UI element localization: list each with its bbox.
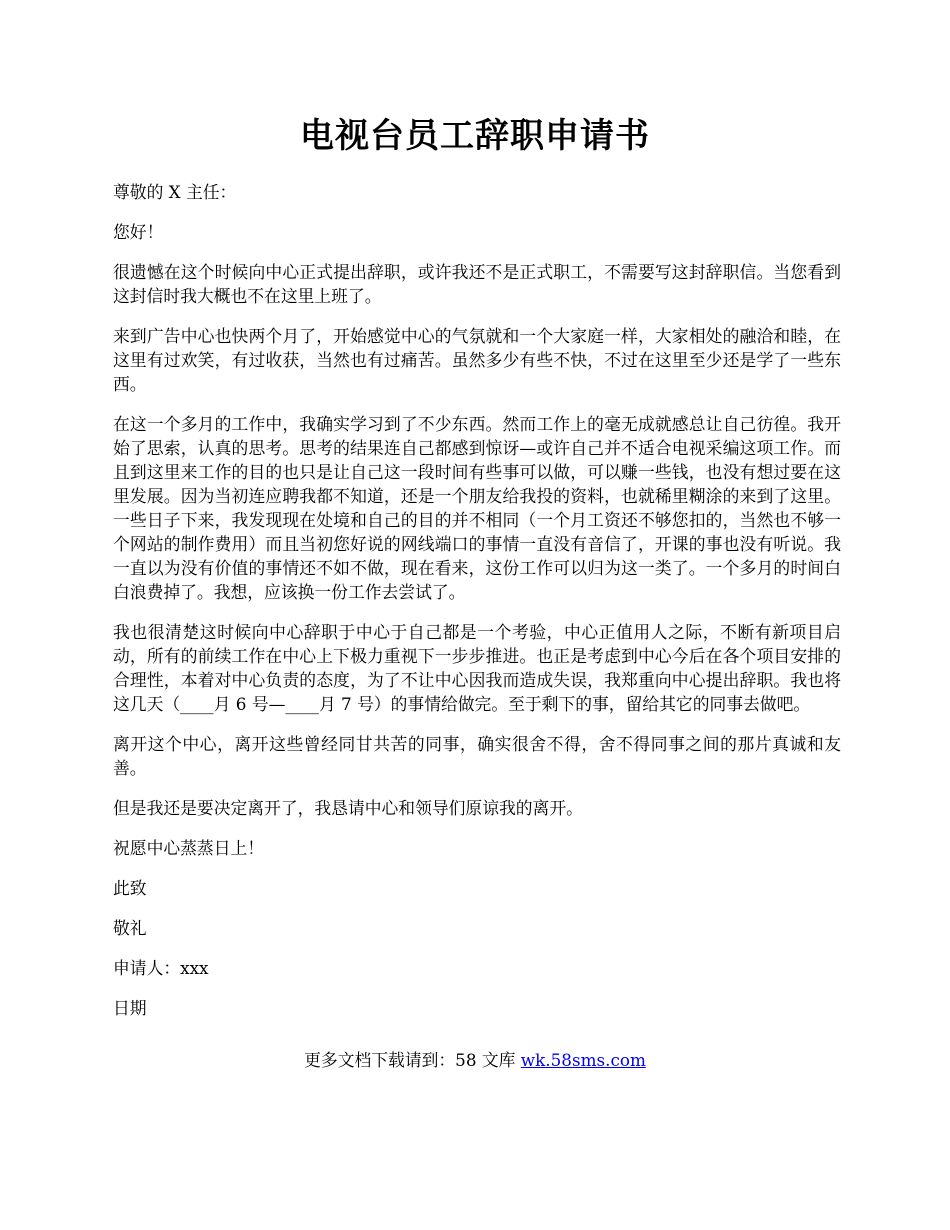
footer-link[interactable]: wk.58sms.com: [520, 1050, 646, 1070]
body-paragraph: 我也很清楚这时候向中心辞职于中心于自己都是一个考验，中心正值用人之际，不断有新项目启动，所有的前续工作在中心上下极力重视下一步步推进。也正是考虑到中心今后在各个项目安排的合理性，本着对中心负责的态度，为了不让中心因我而造成失误，我郑重向中心提出辞职。我也将这几天（____月 6 号—____月 7 号）的事情给做完。至于剩下的事，留给其它的同事去做吧。: [113, 622, 841, 714]
closing-regards: 敬礼: [113, 918, 147, 938]
document-body: [113, 180, 841, 1036]
body-paragraph: 在这一个多月的工作中，我确实学习到了不少东西。然而工作上的毫无成就感总让自己彷徨。我开始了思索，认真的思考。思考的结果连自己都感到惊讶—或许自己并不适合电视采编这项工作。而且到这里来工作的目的也只是让自己这一段时间有些事可以做，可以赚一些钱，也没有想过要在这里发展。因为当初连应聘我都不知道，还是一个朋友给我投的资料，也就稀里糊涂的来到了这里。一些日子下来，我发现现在处境和自己的目的并不相同（一个月工资还不够您扣的，当然也不够一个网站的制作费用）而且当初您好说的网线端口的事情一直没有音信了，开课的事也没有听说。我一直以为没有价值的事情还不如不做，现在看来，这份工作可以归为这一类了。一个多月的时间白白浪费掉了。我想，应该换一份工作去尝试了。: [113, 414, 841, 602]
body-paragraph: 离开这个中心，离开这些曾经同甘共苦的同事，确实很舍不得，舍不得同事之间的那片真诚和友善。: [113, 734, 841, 778]
footer-text: 更多文档下载请到：58 文库: [304, 1050, 521, 1070]
salutation: 尊敬的 X 主任：: [113, 182, 237, 202]
date-line: 日期: [113, 998, 147, 1018]
body-paragraph: 但是我还是要决定离开了，我恳请中心和领导们原谅我的离开。: [113, 798, 583, 818]
body-paragraph: 很遗憾在这个时候向中心正式提出辞职，或许我还不是正式职工，不需要写这封辞职信。当您看到这封信时我大概也不在这里上班了。: [113, 262, 841, 306]
footer: [0, 1048, 950, 1072]
applicant-signature: 申请人：xxx: [113, 958, 209, 978]
closing-salutation: 此致: [113, 878, 147, 898]
greeting: 您好！: [113, 222, 164, 242]
body-paragraph: 来到广告中心也快两个月了，开始感觉中心的气氛就和一个大家庭一样，大家相处的融洽和睦，在这里有过欢笑，有过收获，当然也有过痛苦。虽然多少有些不快，不过在这里至少还是学了一些东西。: [113, 326, 841, 394]
document-title: 电视台员工辞职申请书: [300, 116, 650, 156]
closing-wish: 祝愿中心蒸蒸日上！: [113, 838, 265, 858]
